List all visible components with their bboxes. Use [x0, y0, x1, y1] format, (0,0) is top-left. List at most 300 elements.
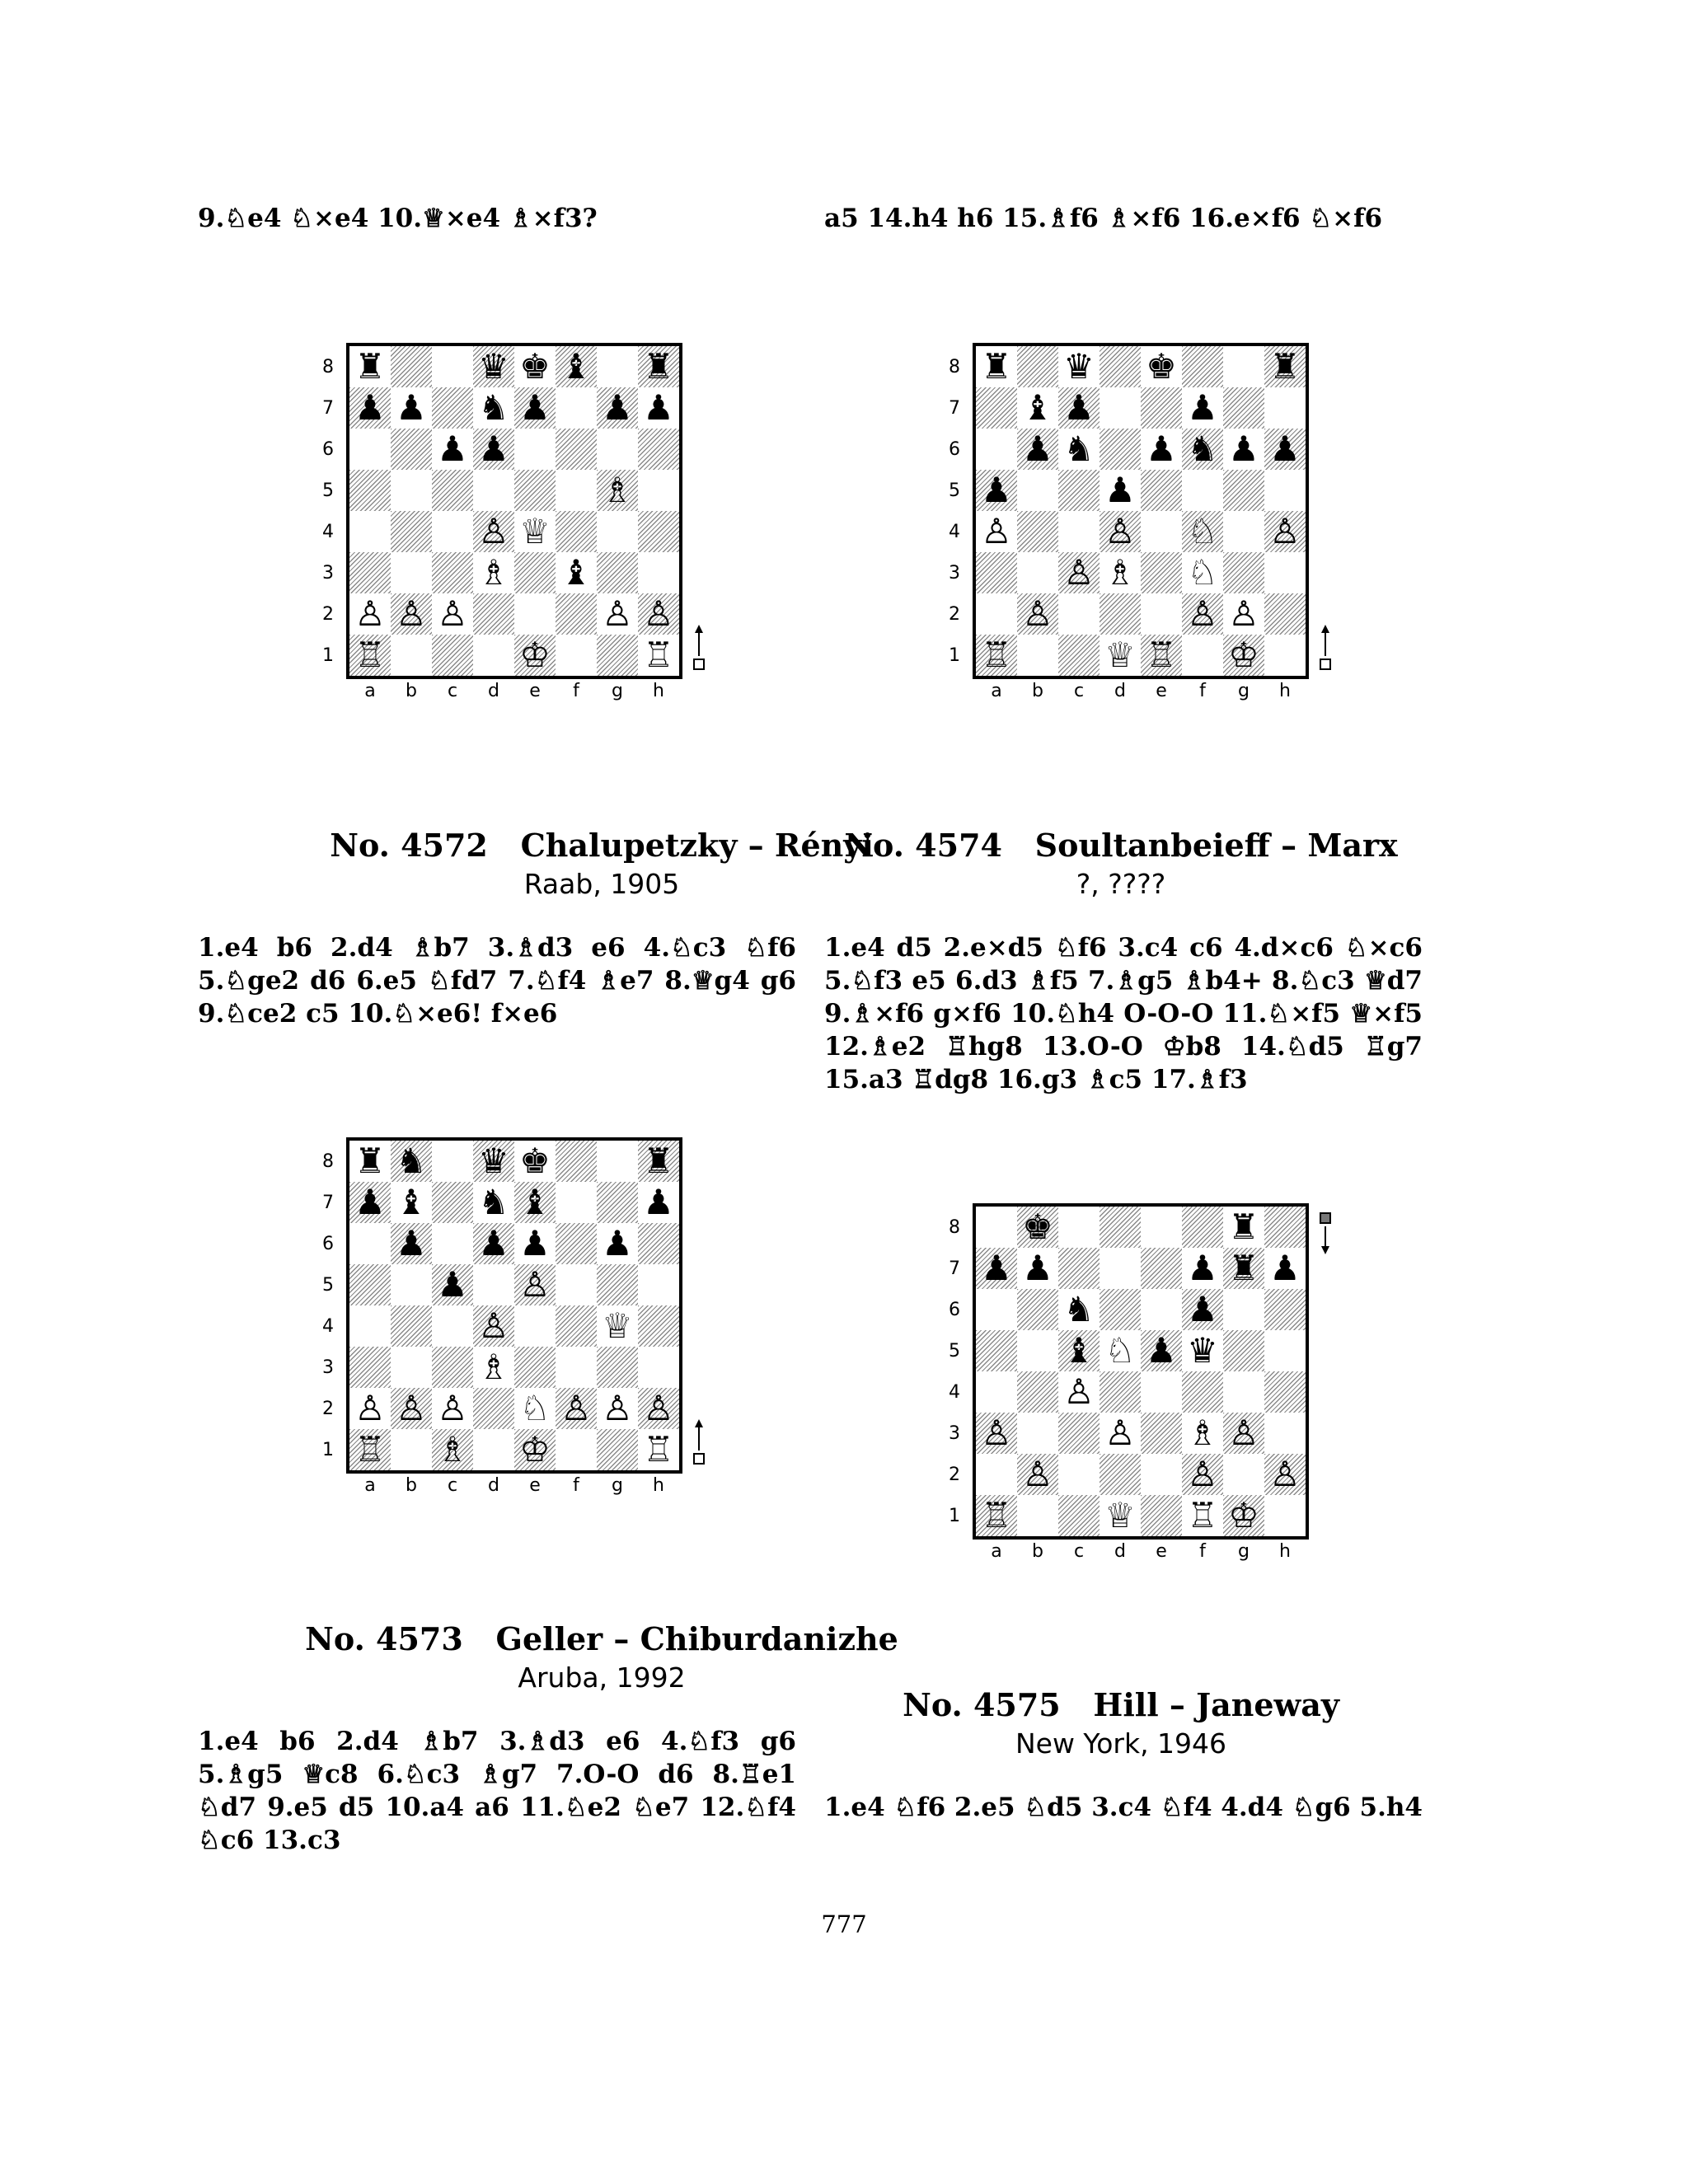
- square-e4: [514, 511, 556, 552]
- square-a1: [349, 1429, 391, 1470]
- black-rook-piece: ♜: [643, 1141, 674, 1181]
- black-pawn-piece: ♟: [519, 1223, 551, 1263]
- square-d6: [1100, 1289, 1141, 1330]
- rank-label: 1: [322, 1439, 334, 1460]
- rank-label: 4: [322, 1315, 334, 1337]
- square-e1: [1141, 635, 1182, 676]
- black-rook-piece: ♜: [643, 346, 674, 387]
- square-b4: [1017, 511, 1058, 552]
- square-e1: [514, 1429, 556, 1470]
- square-c7: [432, 387, 473, 429]
- white-pawn-piece: ♙: [437, 593, 468, 634]
- square-b7: [391, 387, 432, 429]
- white-pawn-piece: ♙: [1228, 593, 1259, 634]
- game-title: [750, 1686, 1492, 1724]
- rank-label: 8: [322, 1151, 334, 1172]
- rank-label: 7: [949, 397, 960, 419]
- square-e2: [1141, 593, 1182, 635]
- square-g2: [1223, 593, 1264, 635]
- square-h2: [1264, 1454, 1306, 1495]
- square-h6: [638, 429, 679, 470]
- square-d2: [473, 593, 514, 635]
- square-c2: [1058, 1454, 1100, 1495]
- square-g6: [597, 429, 638, 470]
- game-moves: 1.e4 d5 2.e×d5 ♘f6 3.c4 c6 4.d×c6 ♘×c6 5.♘f3 e5 6.d3 ♗f5 7.♗g5 ♗b4+ 8.♘c3 ♕d7 9.♗×f6 g×f6 10.♘h4 O-O-O 11.♘×f5 ♕×f5 12.♗e2 ♖hg8 13.O-O ♔b8 14.♘d5 ♖g7 15.a3 ♖dg8 16.g3 ♗c5 17.♗f3: [824, 933, 1432, 1094]
- square-b4: [391, 511, 432, 552]
- square-f4: [556, 1305, 597, 1347]
- white-bishop-piece: ♗: [1104, 552, 1136, 593]
- square-c8: [432, 1141, 473, 1182]
- rank-label: 8: [949, 356, 960, 377]
- black-knight-piece: ♞: [1187, 429, 1218, 469]
- square-b1: [391, 635, 432, 676]
- square-f6: [1182, 429, 1223, 470]
- game-number: No. 4575: [903, 1686, 1061, 1723]
- white-knight-piece: ♘: [1104, 1330, 1136, 1371]
- square-d2: [473, 1388, 514, 1429]
- square-a6: [349, 429, 391, 470]
- file-label: b: [1032, 1541, 1043, 1562]
- square-g1: [1223, 1495, 1264, 1536]
- black-bishop-piece: ♝: [1022, 387, 1053, 428]
- board-diagram: [940, 343, 1352, 722]
- square-b1: [391, 1429, 432, 1470]
- square-b2: [391, 593, 432, 635]
- square-c2: [432, 1388, 473, 1429]
- square-f3: [556, 552, 597, 593]
- square-e6: [1141, 429, 1182, 470]
- black-bishop-piece: ♝: [1063, 1330, 1095, 1371]
- square-b4: [1017, 1371, 1058, 1413]
- square-c1: [1058, 635, 1100, 676]
- square-d7: [473, 1182, 514, 1223]
- square-a2: [349, 1388, 391, 1429]
- black-pawn-piece: ♟: [519, 387, 551, 428]
- black-bishop-piece: ♝: [560, 552, 592, 593]
- square-d5: [473, 1264, 514, 1305]
- square-d2: [1100, 593, 1141, 635]
- square-h1: [638, 1429, 679, 1470]
- square-a7: [976, 387, 1017, 429]
- square-g4: [1223, 511, 1264, 552]
- rank-label: 1: [322, 644, 334, 666]
- square-f7: [556, 1182, 597, 1223]
- white-pawn-piece: ♙: [519, 1264, 551, 1305]
- square-a5: [349, 470, 391, 511]
- square-c3: [432, 552, 473, 593]
- square-f4: [1182, 1371, 1223, 1413]
- square-d2: [1100, 1454, 1141, 1495]
- black-king-piece: ♚: [1022, 1207, 1053, 1247]
- black-queen-piece: ♛: [1063, 346, 1095, 387]
- square-f7: [556, 387, 597, 429]
- square-d5: [1100, 470, 1141, 511]
- square-b5: [1017, 1330, 1058, 1371]
- square-g3: [597, 552, 638, 593]
- square-g5: [597, 470, 638, 511]
- square-c5: [432, 470, 473, 511]
- square-e6: [514, 1223, 556, 1264]
- white-pawn-piece: ♙: [1187, 593, 1218, 634]
- file-label: a: [364, 1475, 376, 1496]
- square-f6: [556, 1223, 597, 1264]
- rank-label: 3: [322, 1357, 334, 1378]
- white-pawn-piece: ♙: [396, 1388, 427, 1428]
- black-pawn-piece: ♟: [1187, 1289, 1218, 1329]
- square-c5: [1058, 1330, 1100, 1371]
- white-pawn-piece: ♙: [437, 1388, 468, 1428]
- rank-label: 2: [322, 1398, 334, 1419]
- file-label: f: [573, 681, 579, 701]
- black-pawn-piece: ♟: [478, 1223, 509, 1263]
- file-label: f: [573, 1475, 579, 1496]
- black-king-piece: ♚: [1146, 346, 1177, 387]
- square-a2: [349, 593, 391, 635]
- black-pawn-piece: ♟: [602, 1223, 633, 1263]
- rank-label: 3: [949, 562, 960, 583]
- game-moves: 1.e4 ♘f6 2.e5 ♘d5 3.c4 ♘f4 4.d4 ♘g6 5.h4: [824, 1793, 1423, 1822]
- black-to-move-indicator: [1315, 1212, 1335, 1261]
- square-f6: [1182, 1289, 1223, 1330]
- square-h6: [1264, 429, 1306, 470]
- square-a7: [349, 1182, 391, 1223]
- game-number: No. 4572: [330, 827, 488, 864]
- square-f2: [1182, 593, 1223, 635]
- game-players: Geller – Chiburdanizhe: [495, 1620, 898, 1657]
- square-c7: [1058, 387, 1100, 429]
- square-a6: [349, 1223, 391, 1264]
- square-a8: [976, 1207, 1017, 1248]
- white-rook-piece: ♖: [1187, 1495, 1218, 1535]
- square-d6: [473, 429, 514, 470]
- square-a1: [976, 635, 1017, 676]
- square-c6: [432, 429, 473, 470]
- square-f2: [556, 593, 597, 635]
- file-label: c: [1073, 1541, 1085, 1562]
- square-g4: [597, 1305, 638, 1347]
- square-a6: [976, 1289, 1017, 1330]
- square-b6: [1017, 429, 1058, 470]
- square-c2: [432, 593, 473, 635]
- white-pawn-piece: ♙: [1022, 593, 1053, 634]
- square-d3: [1100, 552, 1141, 593]
- white-rook-piece: ♖: [1146, 635, 1177, 675]
- square-f5: [1182, 470, 1223, 511]
- square-c3: [1058, 552, 1100, 593]
- square-e7: [1141, 387, 1182, 429]
- square-g3: [1223, 552, 1264, 593]
- square-c6: [1058, 1289, 1100, 1330]
- white-pawn-piece: ♙: [478, 511, 509, 551]
- square-a1: [976, 1495, 1017, 1536]
- white-pawn-piece: ♙: [478, 1305, 509, 1346]
- file-label: e: [1156, 681, 1167, 701]
- black-pawn-piece: ♟: [643, 1182, 674, 1222]
- black-pawn-piece: ♟: [354, 387, 386, 428]
- black-pawn-piece: ♟: [1269, 1248, 1301, 1288]
- square-d4: [1100, 1371, 1141, 1413]
- white-pawn-piece: ♙: [1022, 1454, 1053, 1494]
- white-knight-piece: ♘: [1187, 552, 1218, 593]
- square-f5: [556, 470, 597, 511]
- square-b5: [391, 470, 432, 511]
- square-h8: [1264, 1207, 1306, 1248]
- black-queen-piece: ♛: [478, 346, 509, 387]
- game-title: [231, 1620, 973, 1658]
- white-rook-piece: ♖: [354, 1429, 386, 1469]
- square-d8: [1100, 1207, 1141, 1248]
- white-pawn-piece: ♙: [354, 593, 386, 634]
- white-pawn-piece: ♙: [1104, 511, 1136, 551]
- square-a8: [349, 346, 391, 387]
- square-c8: [432, 346, 473, 387]
- square-a5: [976, 1330, 1017, 1371]
- black-pawn-piece: ♟: [1104, 470, 1136, 510]
- rank-label: 8: [322, 356, 334, 377]
- square-e2: [1141, 1454, 1182, 1495]
- black-pawn-piece: ♟: [1187, 1248, 1218, 1288]
- square-h8: [638, 346, 679, 387]
- square-b3: [1017, 552, 1058, 593]
- square-f1: [1182, 1495, 1223, 1536]
- square-a5: [349, 1264, 391, 1305]
- game-moves: 1.e4 b6 2.d4 ♗b7 3.♗d3 e6 4.♘f3 g6 5.♗g5 ♕c8 6.♘c3 ♗g7 7.O-O d6 8.♖e1 ♘d7 9.e5 d5 10.a4 a6 11.♘e2 ♘e7 12.♘f4 ♘c6 13.c3: [198, 1727, 805, 1855]
- rank-label: 5: [949, 1340, 960, 1361]
- black-pawn-piece: ♟: [396, 1223, 427, 1263]
- file-label: c: [447, 681, 458, 701]
- square-b2: [391, 1388, 432, 1429]
- game-number: No. 4573: [305, 1620, 463, 1657]
- square-h2: [1264, 593, 1306, 635]
- square-b1: [1017, 1495, 1058, 1536]
- square-g2: [1223, 1454, 1264, 1495]
- square-c7: [1058, 1248, 1100, 1289]
- square-b1: [1017, 635, 1058, 676]
- square-e3: [514, 552, 556, 593]
- white-to-move-indicator: [689, 1418, 709, 1467]
- square-e3: [1141, 552, 1182, 593]
- square-d3: [473, 1347, 514, 1388]
- square-e1: [514, 635, 556, 676]
- square-c3: [1058, 1413, 1100, 1454]
- black-pawn-piece: ♟: [354, 1182, 386, 1222]
- white-pawn-piece: ♙: [1269, 1454, 1301, 1494]
- square-e7: [1141, 1248, 1182, 1289]
- square-c6: [1058, 429, 1100, 470]
- square-f4: [1182, 511, 1223, 552]
- black-knight-piece: ♞: [1063, 1289, 1095, 1329]
- square-e2: [514, 593, 556, 635]
- square-d3: [473, 552, 514, 593]
- white-pawn-piece: ♙: [602, 1388, 633, 1428]
- game-title: [750, 827, 1492, 865]
- black-pawn-piece: ♟: [643, 387, 674, 428]
- white-rook-piece: ♖: [643, 1429, 674, 1469]
- square-e3: [1141, 1413, 1182, 1454]
- square-h2: [638, 1388, 679, 1429]
- square-g5: [1223, 470, 1264, 511]
- square-a7: [976, 1248, 1017, 1289]
- square-c2: [1058, 593, 1100, 635]
- square-g5: [597, 1264, 638, 1305]
- square-g6: [1223, 1289, 1264, 1330]
- file-label: g: [612, 681, 623, 701]
- black-pawn-piece: ♟: [1269, 429, 1301, 469]
- square-f8: [1182, 346, 1223, 387]
- file-label: g: [1238, 681, 1250, 701]
- board-diagram: [313, 343, 725, 722]
- white-bishop-piece: ♗: [437, 1429, 468, 1469]
- square-h5: [638, 1264, 679, 1305]
- square-b7: [391, 1182, 432, 1223]
- white-rook-piece: ♖: [981, 1495, 1012, 1535]
- square-g6: [597, 1223, 638, 1264]
- chessboard: [973, 343, 1309, 679]
- square-f8: [1182, 1207, 1223, 1248]
- square-h3: [1264, 552, 1306, 593]
- square-g4: [597, 511, 638, 552]
- square-c6: [432, 1223, 473, 1264]
- square-g8: [1223, 346, 1264, 387]
- square-h8: [638, 1141, 679, 1182]
- square-b3: [391, 1347, 432, 1388]
- square-d1: [473, 635, 514, 676]
- square-e6: [1141, 1289, 1182, 1330]
- file-label: g: [612, 1475, 623, 1496]
- square-g7: [597, 387, 638, 429]
- square-h1: [638, 635, 679, 676]
- black-rook-piece: ♜: [981, 346, 1012, 387]
- file-label: g: [1238, 1541, 1250, 1562]
- white-rook-piece: ♖: [981, 635, 1012, 675]
- game-players: Soultanbeieff – Marx: [1034, 827, 1398, 864]
- square-e8: [1141, 1207, 1182, 1248]
- black-pawn-piece: ♟: [981, 470, 1012, 510]
- square-h4: [1264, 511, 1306, 552]
- square-a3: [349, 1347, 391, 1388]
- black-pawn-piece: ♟: [478, 429, 509, 469]
- square-b5: [1017, 470, 1058, 511]
- square-c4: [432, 511, 473, 552]
- black-bishop-piece: ♝: [560, 346, 592, 387]
- rank-label: 2: [949, 1464, 960, 1485]
- rank-label: 1: [949, 644, 960, 666]
- page-number: 777: [821, 1910, 867, 1938]
- white-king-piece: ♔: [1228, 635, 1259, 675]
- square-c1: [432, 1429, 473, 1470]
- square-e8: [514, 1141, 556, 1182]
- square-c4: [1058, 511, 1100, 552]
- square-g3: [597, 1347, 638, 1388]
- black-pawn-piece: ♟: [1228, 429, 1259, 469]
- square-h4: [1264, 1371, 1306, 1413]
- square-b5: [391, 1264, 432, 1305]
- board-diagram: [313, 1137, 725, 1516]
- square-f5: [556, 1264, 597, 1305]
- white-queen-piece: ♕: [519, 511, 551, 551]
- white-bishop-piece: ♗: [478, 552, 509, 593]
- square-h3: [1264, 1413, 1306, 1454]
- black-rook-piece: ♜: [354, 1141, 386, 1181]
- white-queen-piece: ♕: [602, 1305, 633, 1346]
- black-pawn-piece: ♟: [602, 387, 633, 428]
- square-d8: [1100, 346, 1141, 387]
- game-site: Raab, 1905: [523, 868, 680, 900]
- square-c5: [1058, 470, 1100, 511]
- square-b4: [391, 1305, 432, 1347]
- square-g6: [1223, 429, 1264, 470]
- chessboard: [346, 1137, 682, 1474]
- black-pawn-piece: ♟: [981, 1248, 1012, 1288]
- white-pawn-piece: ♙: [981, 511, 1012, 551]
- square-a7: [349, 387, 391, 429]
- white-to-move-indicator: [1315, 623, 1335, 673]
- square-c4: [1058, 1371, 1100, 1413]
- white-pawn-piece: ♙: [602, 593, 633, 634]
- square-d1: [1100, 1495, 1141, 1536]
- square-h5: [1264, 470, 1306, 511]
- file-label: e: [1156, 1541, 1167, 1562]
- file-label: h: [1279, 681, 1291, 701]
- rank-label: 6: [949, 1299, 960, 1320]
- white-rook-piece: ♖: [354, 635, 386, 675]
- square-b6: [1017, 1289, 1058, 1330]
- rank-label: 4: [322, 521, 334, 542]
- black-knight-piece: ♞: [478, 1182, 509, 1222]
- rank-label: 3: [949, 1422, 960, 1444]
- square-a2: [976, 1454, 1017, 1495]
- square-g3: [1223, 1413, 1264, 1454]
- file-label: c: [447, 1475, 458, 1496]
- black-pawn-piece: ♟: [1146, 1330, 1177, 1371]
- black-king-piece: ♚: [519, 346, 551, 387]
- square-e5: [1141, 470, 1182, 511]
- square-g2: [597, 593, 638, 635]
- rank-label: 6: [949, 438, 960, 460]
- square-e3: [514, 1347, 556, 1388]
- square-d1: [1100, 635, 1141, 676]
- square-g4: [1223, 1371, 1264, 1413]
- white-pawn-piece: ♙: [1063, 552, 1095, 593]
- white-queen-piece: ♕: [1104, 635, 1136, 675]
- white-knight-piece: ♘: [1187, 511, 1218, 551]
- file-label: d: [488, 1475, 499, 1496]
- square-b3: [1017, 1413, 1058, 1454]
- square-d5: [473, 470, 514, 511]
- square-a3: [976, 1413, 1017, 1454]
- black-pawn-piece: ♟: [1146, 429, 1177, 469]
- square-a1: [349, 635, 391, 676]
- square-g1: [597, 1429, 638, 1470]
- square-f3: [556, 1347, 597, 1388]
- rank-label: 2: [322, 603, 334, 625]
- black-queen-piece: ♛: [478, 1141, 509, 1181]
- square-d4: [473, 511, 514, 552]
- rank-label: 8: [949, 1216, 960, 1238]
- file-label: d: [488, 681, 499, 701]
- square-f4: [556, 511, 597, 552]
- square-e7: [514, 387, 556, 429]
- white-knight-piece: ♘: [519, 1388, 551, 1428]
- file-label: a: [364, 681, 376, 701]
- square-b8: [1017, 346, 1058, 387]
- square-h8: [1264, 346, 1306, 387]
- black-king-piece: ♚: [519, 1141, 551, 1181]
- game-players: Hill – Janeway: [1093, 1686, 1339, 1723]
- square-g7: [1223, 1248, 1264, 1289]
- white-pawn-piece: ♙: [1269, 511, 1301, 551]
- black-knight-piece: ♞: [1063, 429, 1095, 469]
